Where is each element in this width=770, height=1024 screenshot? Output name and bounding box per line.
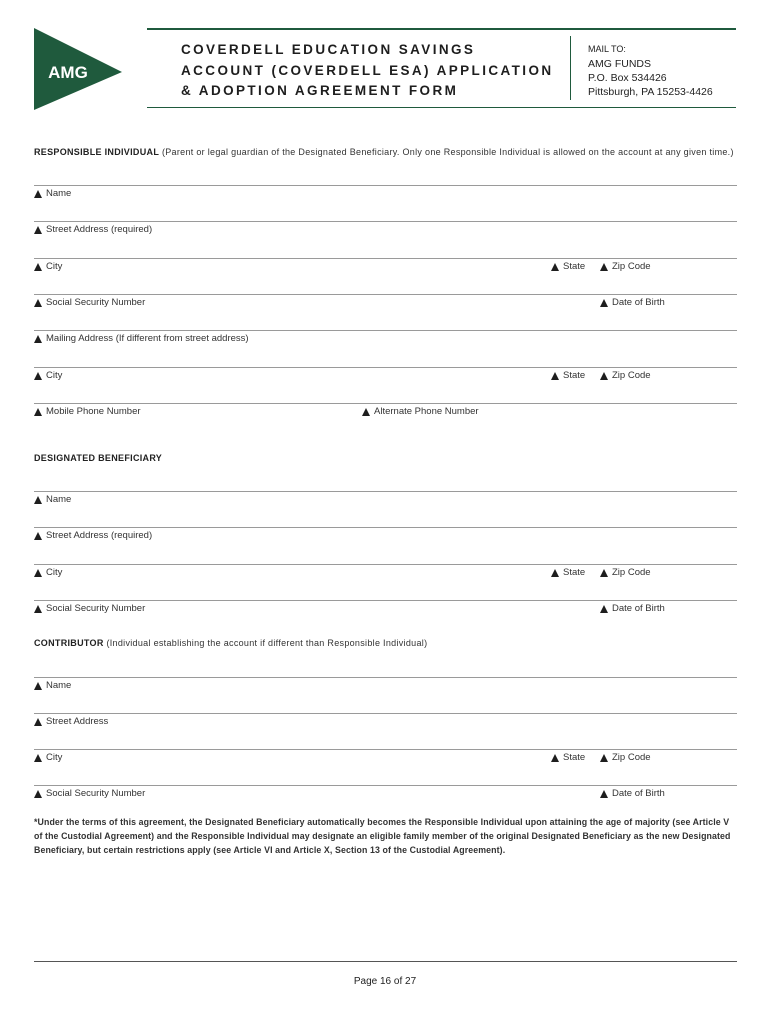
field-label: Social Security Number: [46, 297, 146, 308]
field-label: City: [46, 567, 63, 578]
field-rule: [34, 403, 737, 404]
triangle-marker-icon: [600, 790, 608, 798]
footer-rule: [34, 961, 737, 962]
responsible-mailing-field[interactable]: [34, 333, 249, 344]
triangle-marker-icon: [600, 372, 608, 380]
triangle-marker-icon: [34, 299, 42, 307]
field-label: Name: [46, 680, 72, 691]
triangle-marker-icon: [600, 299, 608, 307]
triangle-marker-icon: [600, 605, 608, 613]
field-label: Zip Code: [612, 370, 651, 381]
triangle-marker-icon: [34, 372, 42, 380]
form-title-line-3: & ADOPTION AGREEMENT FORM: [181, 83, 459, 98]
amg-logo: [32, 28, 122, 110]
mail-line-3: Pittsburgh, PA 15253-4426: [588, 86, 713, 98]
footnote: *Under the terms of this agreement, the Designated Beneficiary automatically becomes the Responsible Individual upon attaining the age of majority (see Article V of the Custodial Agreement) and the Responsible Individual may designate an eligible family member of the original Designated Beneficiary as the new Designated Beneficiary, but certain restrictions apply (see Article VI and Article X, Section 13 of the Custodial Agreement).: [34, 817, 731, 855]
contributor-street-field[interactable]: [34, 716, 108, 727]
beneficiary-ssn-field[interactable]: [34, 603, 145, 614]
triangle-marker-icon: [34, 263, 42, 271]
triangle-marker-icon: [34, 408, 42, 416]
field-label: Zip Code: [612, 567, 651, 578]
page-number: Page 16 of 27: [353, 976, 417, 987]
triangle-marker-icon: [551, 569, 559, 577]
triangle-marker-icon: [34, 532, 42, 540]
responsible-street-field[interactable]: [34, 224, 152, 235]
field-label: Social Security Number: [46, 788, 146, 799]
mail-to-block: [588, 42, 713, 99]
contributor-ssn-field[interactable]: [34, 788, 145, 799]
field-label: State: [563, 567, 586, 578]
header-top-rule: [147, 28, 736, 30]
form-title: [181, 40, 561, 102]
triangle-marker-icon: [34, 496, 42, 504]
field-label: Name: [46, 494, 72, 505]
field-label: Street Address (required): [46, 530, 153, 541]
field-rule: [34, 491, 737, 492]
responsible-dob-field[interactable]: [600, 297, 665, 308]
beneficiary-heading-text: DESIGNATED BENEFICIARY: [34, 453, 163, 463]
responsible-mailing-zip-field[interactable]: [600, 370, 651, 381]
triangle-marker-icon: [551, 263, 559, 271]
beneficiary-street-field[interactable]: [34, 530, 152, 541]
form-title-line-1: COVERDELL EDUCATION SAVINGS: [181, 42, 476, 57]
field-rule: [34, 749, 737, 750]
beneficiary-name-field[interactable]: [34, 494, 71, 505]
field-label: Date of Birth: [612, 603, 665, 614]
field-label: State: [563, 370, 586, 381]
field-rule: [34, 258, 737, 259]
mail-to-label: MAIL TO:: [588, 44, 626, 54]
beneficiary-state-field[interactable]: [551, 567, 585, 578]
field-rule: [34, 677, 737, 678]
field-label: Mobile Phone Number: [46, 406, 141, 417]
responsible-alternate-phone-field[interactable]: [362, 406, 479, 417]
triangle-marker-icon: [362, 408, 370, 416]
triangle-marker-icon: [551, 372, 559, 380]
triangle-marker-icon: [34, 718, 42, 726]
contributor-state-field[interactable]: [551, 752, 585, 763]
beneficiary-dob-field[interactable]: [600, 603, 665, 614]
responsible-mailing-state-field[interactable]: [551, 370, 585, 381]
triangle-marker-icon: [34, 754, 42, 762]
triangle-marker-icon: [551, 754, 559, 762]
triangle-marker-icon: [34, 569, 42, 577]
field-rule: [34, 527, 737, 528]
field-label: Street Address (required): [46, 224, 153, 235]
contributor-dob-field[interactable]: [600, 788, 665, 799]
field-rule: [34, 713, 737, 714]
field-rule: [34, 294, 737, 295]
triangle-marker-icon: [600, 263, 608, 271]
contributor-heading: [34, 638, 427, 648]
responsible-subheading: (Parent or legal guardian of the Designated Beneficiary. Only one Responsible Individual is allowed on the account at any given time.): [161, 147, 734, 157]
responsible-city-field[interactable]: [34, 261, 62, 272]
responsible-name-field[interactable]: [34, 188, 71, 199]
field-rule: [34, 785, 737, 786]
responsible-mailing-city-field[interactable]: [34, 370, 62, 381]
field-label: City: [46, 261, 63, 272]
triangle-marker-icon: [600, 754, 608, 762]
responsible-individual-heading: [34, 147, 734, 157]
header-separator: [570, 36, 571, 100]
contributor-city-field[interactable]: [34, 752, 62, 763]
field-label: Alternate Phone Number: [374, 406, 479, 417]
header-bottom-rule: [147, 107, 736, 108]
triangle-marker-icon: [34, 190, 42, 198]
field-label: Zip Code: [612, 261, 651, 272]
contributor-heading-text: CONTRIBUTOR: [34, 638, 104, 648]
field-label: City: [46, 370, 63, 381]
field-label: Name: [46, 188, 72, 199]
field-label: City: [46, 752, 63, 763]
field-label: Zip Code: [612, 752, 651, 763]
field-rule: [34, 600, 737, 601]
beneficiary-city-field[interactable]: [34, 567, 62, 578]
triangle-marker-icon: [34, 335, 42, 343]
field-label: Street Address: [46, 716, 109, 727]
triangle-marker-icon: [600, 569, 608, 577]
field-label: State: [563, 752, 586, 763]
field-rule: [34, 221, 737, 222]
responsible-ssn-field[interactable]: [34, 297, 145, 308]
triangle-marker-icon: [34, 226, 42, 234]
form-title-line-2: ACCOUNT (COVERDELL ESA) APPLICATION: [181, 62, 554, 78]
field-label: Date of Birth: [612, 297, 665, 308]
field-rule: [34, 564, 737, 565]
mail-line-2: P.O. Box 534426: [588, 72, 667, 84]
field-label: Date of Birth: [612, 788, 665, 799]
field-label: State: [563, 261, 586, 272]
responsible-state-field[interactable]: [551, 261, 585, 272]
responsible-zip-field[interactable]: [600, 261, 651, 272]
designated-beneficiary-heading: [34, 453, 162, 463]
field-rule: [34, 185, 737, 186]
triangle-marker-icon: [34, 682, 42, 690]
contributor-subheading: (Individual establishing the account if different than Responsible Individual): [106, 638, 428, 648]
responsible-mobile-field[interactable]: [34, 406, 141, 417]
triangle-marker-icon: [34, 605, 42, 613]
contributor-zip-field[interactable]: [600, 752, 651, 763]
mail-line-1: AMG FUNDS: [588, 58, 651, 70]
field-rule: [34, 330, 737, 331]
field-rule: [34, 367, 737, 368]
beneficiary-zip-field[interactable]: [600, 567, 651, 578]
triangle-marker-icon: [34, 790, 42, 798]
responsible-heading-text: RESPONSIBLE INDIVIDUAL: [34, 147, 160, 157]
field-label: Social Security Number: [46, 603, 146, 614]
field-label: Mailing Address (If different from street address): [46, 333, 249, 344]
contributor-name-field[interactable]: [34, 680, 71, 691]
logo-text: AMG: [48, 63, 88, 82]
